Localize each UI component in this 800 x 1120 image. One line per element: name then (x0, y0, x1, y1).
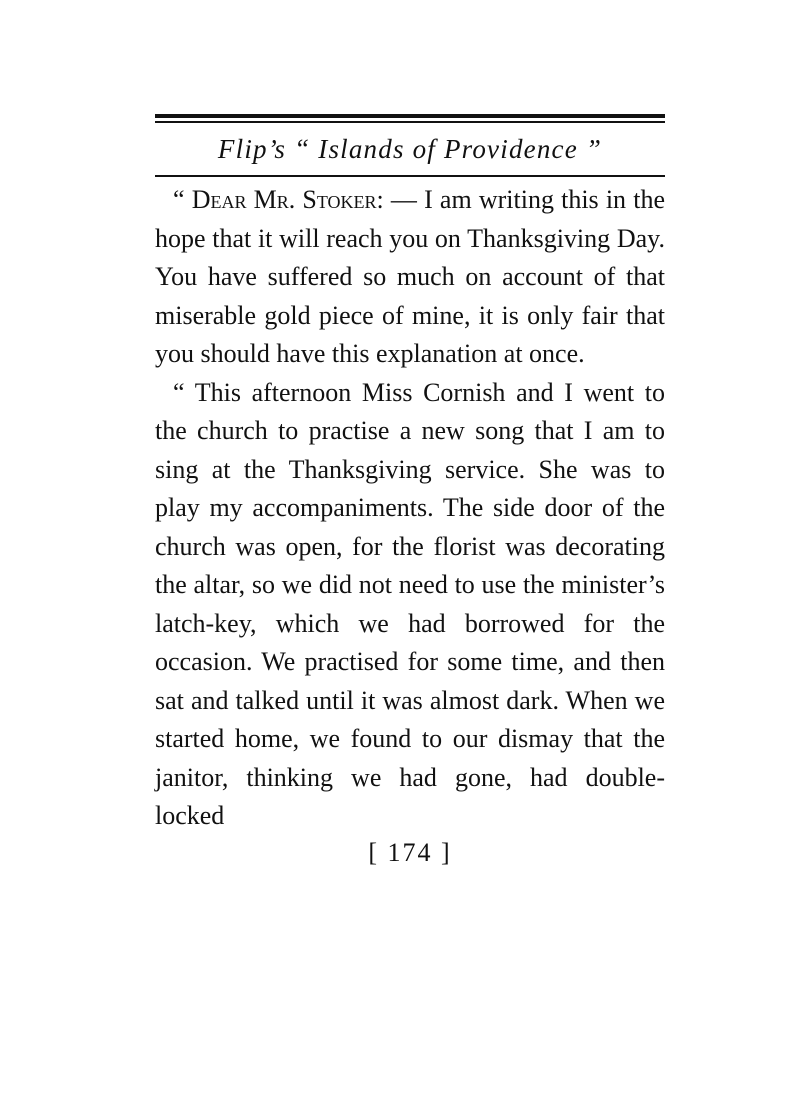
paragraph-letter-opening (155, 181, 665, 374)
paragraph-body: I am writing this in the hope that it will reach you on Thanksgiving Day. You have suffered so much on account of that miserable gold piece of mine, it is only fair that you should have this explanation at once. (155, 185, 665, 368)
running-head: Flip’s “ Islands of Providence ” (217, 134, 603, 164)
paragraph-church (155, 374, 665, 836)
paragraph-body: “ This afternoon Miss Cornish and I went to the church to practise a new song that I am to sing at the Thanksgiving service. She was to play my accompaniments. The side door of the church was open, for the florist was decorating the altar, so we did not need to use the minister’s latch-key, which we had borrowed for the occasion. We practised for some time, and then sat and talked until it was almost dark. When we started home, we found to our dismay that the janitor, thinking we had gone, had double-locked (155, 377, 665, 830)
page-number: [ 174 ] (368, 837, 452, 867)
running-head-rule (155, 175, 665, 177)
body-text (155, 181, 665, 836)
header-rule-thick (155, 114, 665, 118)
book-page (155, 110, 665, 868)
salutation: “ Dear Mr. Stoker: — (173, 185, 417, 214)
header-rule-thin (155, 121, 665, 123)
